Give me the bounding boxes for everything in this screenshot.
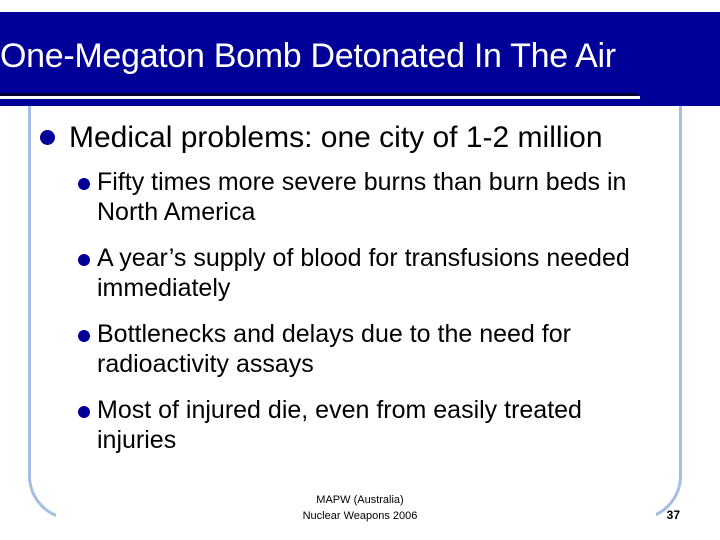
sub-bullet — [76, 167, 666, 227]
sub-bullet-text: Bottlenecks and delays due to the need for radioactivity assays — [97, 320, 571, 378]
bullet-dot-icon — [78, 178, 90, 190]
bullet-dot-icon — [78, 254, 90, 266]
sub-bullet-text: A year’s supply of blood for transfusions needed immediately — [97, 244, 630, 302]
title-underline-highlight — [0, 96, 640, 99]
main-bullet-text: Medical problems: one city of 1-2 million — [69, 121, 603, 154]
sub-bullet-text: Most of injured die, even from easily treated injuries — [97, 396, 582, 454]
bullet-dot-icon — [78, 330, 90, 342]
bullet-dot-icon — [40, 130, 55, 145]
sub-bullet — [76, 395, 666, 455]
footer-source-line2: Nuclear Weapons 2006 — [302, 510, 418, 522]
sub-bullet-text: Fifty times more severe burns than burn beds in North America — [97, 168, 627, 226]
slide-title: One-Megaton Bomb Detonated In The Air — [0, 37, 616, 75]
footer-source-line1: MAPW (Australia) — [316, 494, 404, 506]
main-bullet — [40, 119, 603, 157]
footer-source — [250, 492, 470, 524]
sub-bullet-list — [76, 167, 666, 471]
bullet-dot-icon — [78, 406, 90, 418]
sub-bullet — [76, 319, 666, 379]
page-number: 37 — [666, 508, 680, 522]
sub-bullet — [76, 243, 666, 303]
